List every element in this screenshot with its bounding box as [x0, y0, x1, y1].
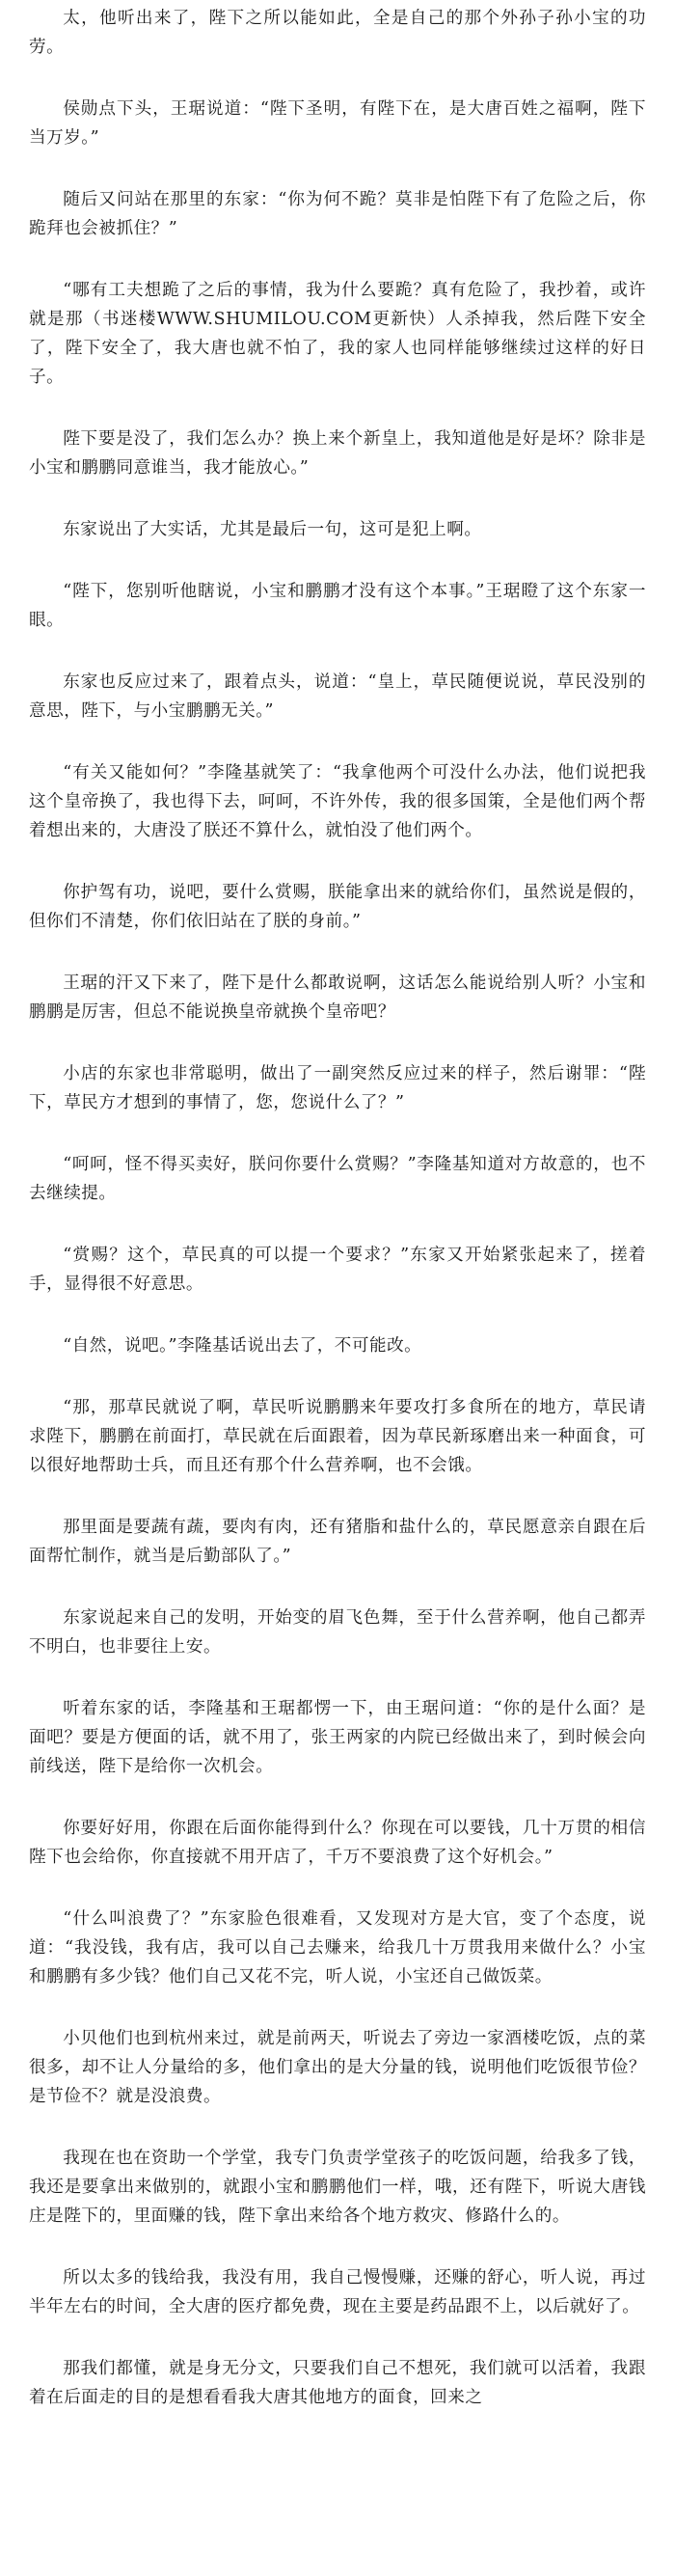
paragraph: 我现在也在资助一个学堂，我专门负责学堂孩子的吃饭问题，给我多了钱，我还是要拿出来做别的，就跟小宝和鹏鹏他们一样，哦，还有陛下，听说大唐钱庄是陛下的，里面赚的钱，陛下拿出来给各个地方救灾、修路什么的。: [29, 2149, 646, 2226]
paragraph: “什么叫浪费了？”东家脸色很难看，又发现对方是大官，变了个态度，说道：“我没钱，我有店，我可以自己去赚来，给我几十万贯我用来做什么？小宝和鹏鹏有多少钱？他们自己又花不完，听人说，小宝还自己做饭菜。: [29, 1909, 646, 1987]
paragraph: 那里面是要蔬有蔬，要肉有肉，还有猪脂和盐什么的，草民愿意亲自跟在后面帮忙制作，就当是后勤部队了。”: [29, 1518, 646, 1566]
paragraph: 小贝他们也到杭州来过，就是前两天，听说去了旁边一家酒楼吃饭，点的菜很多，却不让人分量给的多，他们拿出的是大分量的钱，说明他们吃饭很节俭？是节俭不？就是没浪费。: [29, 2029, 646, 2106]
paragraph: 小店的东家也非常聪明，做出了一副突然反应过来的样子，然后谢罪：“陛下，草民方才想到的事情了，您，您说什么了？”: [29, 1064, 646, 1112]
paragraph: 听着东家的话，李隆基和王琚都愣一下，由王琚问道：“你的是什么面？是面吧？要是方便面的话，就不用了，张王两家的内院已经做出来了，到时候会向前线送，陛下是给你一次机会。: [29, 1699, 646, 1776]
paragraph: “自然，说吧。”李隆基话说出去了，不可能改。: [63, 1336, 422, 1356]
paragraph: 随后又问站在那里的东家：“你为何不跪？莫非是怕陛下有了危险之后，你跪拜也会被抓住？”: [29, 190, 646, 238]
paragraph: “哪有工夫想跪了之后的事情，我为什么要跪？真有危险了，我抄着，或许就是那（书迷楼WWW.SHUMILOU.COM更新快）人杀掉我，然后陛下安全了，陛下安全了，我大唐也就不怕了，我的家人也同样能够继续过这样的好日子。: [29, 281, 646, 387]
paragraph: “陛下，您别听他瞎说，小宝和鹏鹏才没有这个本事。”王琚瞪了这个东家一眼。: [29, 582, 646, 630]
paragraph: “有关又能如何？”李隆基就笑了：“我拿他两个可没什么办法，他们说把我这个皇帝换了，我也得下去，呵呵，不许外传，我的很多国策，全是他们两个帮着想出来的，大唐没了朕还不算什么，就怕没了他们两个。: [29, 763, 646, 840]
paragraph: 陛下要是没了，我们怎么办？换上来个新皇上，我知道他是好是坏？除非是小宝和鹏鹏同意谁当，我才能放心。”: [29, 429, 646, 478]
paragraph: 你护驾有功，说吧，要什么赏赐，朕能拿出来的就给你们，虽然说是假的，但你们不清楚，你们依旧站在了朕的身前。”: [29, 883, 646, 931]
paragraph: 王琚的汗又下来了，陛下是什么都敢说啊，这话怎么能说给别人听？小宝和鹏鹏是厉害，但总不能说换皇帝就换个皇帝吧？: [29, 973, 646, 1022]
paragraph: 那我们都懂，就是身无分文，只要我们自己不想死，我们就可以活着，我跟着在后面走的目的是想看看我大唐其他地方的面食，回来之: [29, 2359, 646, 2407]
paragraph: 东家说起来自己的发明，开始变的眉飞色舞，至于什么营养啊，他自己都弄不明白，也非要往上安。: [29, 1608, 646, 1657]
paragraph: “赏赐？这个，草民真的可以提一个要求？”东家又开始紧张起来了，搓着手，显得很不好意思。: [29, 1246, 646, 1294]
paragraph: 侯勋点下头，王琚说道：“陛下圣明，有陛下在，是大唐百姓之福啊，陛下当万岁。”: [29, 99, 646, 148]
paragraph: 东家也反应过来了，跟着点头，说道：“皇上，草民随便说说，草民没别的意思，陛下，与小宝鹏鹏无关。”: [29, 672, 646, 721]
paragraph: “呵呵，怪不得买卖好，朕问你要什么赏赐？”李隆基知道对方故意的，也不去继续提。: [29, 1155, 646, 1203]
paragraph: 太，他听出来了，陛下之所以能如此，全是自己的那个外孙子孙小宝的功劳。: [29, 9, 646, 57]
paragraph: 所以太多的钱给我，我没有用，我自己慢慢赚，还赚的舒心，听人说，再过半年左右的时间，全大唐的医疗都免费，现在主要是药品跟不上，以后就好了。: [29, 2268, 646, 2316]
paragraph: 你要好好用，你跟在后面你能得到什么？你现在可以要钱，几十万贯的相信陛下也会给你，你直接就不用开店了，千万不要浪费了这个好机会。”: [29, 1819, 646, 1867]
paragraph: “那，那草民就说了啊，草民听说鹏鹏来年要攻打多食所在的地方，草民请求陛下，鹏鹏在前面打，草民就在后面跟着，因为草民新琢磨出来一种面食，可以很好地帮助士兵，而且还有那个什么营养啊，也不会饿。: [29, 1398, 646, 1475]
paragraph: 东家说出了大实话，尤其是最后一句，这可是犯上啊。: [63, 520, 482, 539]
